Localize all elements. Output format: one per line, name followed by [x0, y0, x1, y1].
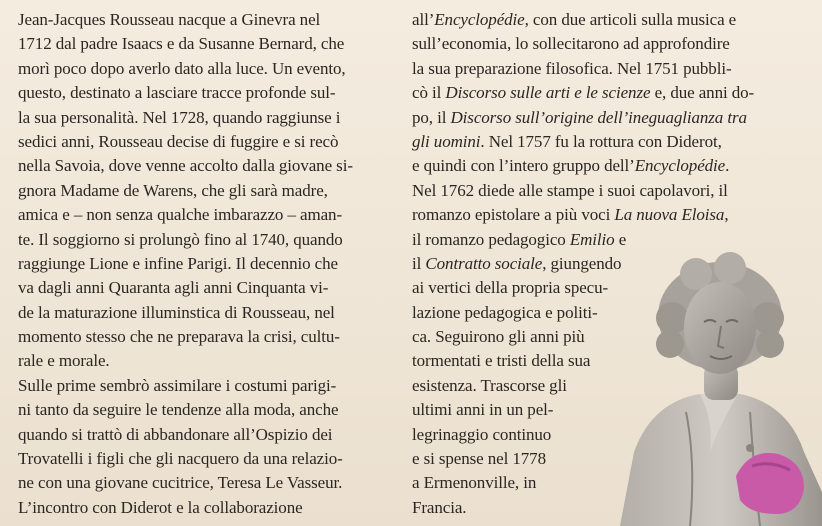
- text-line: Trovatelli i figli che gli nacquero da una relazio-: [18, 449, 343, 469]
- text-line: de la maturazione illuminstica di Rousseau, nel: [18, 302, 335, 322]
- work-title: Discorso sulle arti e le scienze: [445, 83, 651, 103]
- text-line: il romanzo pedagogico Emilio e: [412, 229, 627, 249]
- text-line: ca. Seguirono gli anni più: [412, 327, 585, 347]
- text-line: L’incontro con Diderot e la collaborazione: [18, 497, 303, 517]
- text-line: amica e – non senza qualche imbarazzo – aman-: [18, 205, 343, 225]
- text-line: cò il Discorso sulle arti e le scienze e, due anni do-: [412, 83, 755, 103]
- text-line: sedici anni, Rousseau decise di fuggire e si recò: [18, 131, 339, 151]
- text-line: la sua preparazione filosofica. Nel 1751 pubbli-: [412, 58, 732, 78]
- text-line: esistenza. Trascorse gli: [412, 375, 567, 395]
- work-title: Emilio: [569, 229, 615, 249]
- text-line: questo, destinato a lasciare tracce profonde sul-: [18, 83, 336, 103]
- text-line: all’Encyclopédie, con due articoli sulla musica e: [412, 10, 737, 29]
- text-line: gnora Madame de Warens, che gli sarà madre,: [18, 180, 328, 200]
- text-line: ultimi anni in un pel-: [412, 400, 554, 420]
- left-text-column: [18, 8, 404, 520]
- text-line: e si spense nel 1778: [412, 449, 546, 469]
- work-title: La nuova Eloisa: [614, 205, 725, 225]
- text-line: il Contratto sociale, giungendo: [412, 253, 622, 273]
- text-line: Sulle prime sembrò assimilare i costumi parigi-: [18, 375, 337, 395]
- text-line: te. Il soggiorno si prolungò fino al 1740, quando: [18, 229, 343, 249]
- text-line: lazione pedagogica e politi-: [412, 302, 598, 322]
- work-title: Contratto sociale: [425, 253, 543, 273]
- work-title: Discorso sull’origine dell’ineguaglianza tra: [450, 107, 747, 127]
- rousseau-statue-image: [600, 252, 822, 526]
- text-line: ai vertici della propria specu-: [412, 278, 609, 298]
- text-line: raggiunge Lione e infine Parigi. Il decennio che: [18, 253, 338, 273]
- text-line: nella Savoia, dove venne accolto dalla giovane si-: [18, 156, 353, 176]
- text-line: tormentati e tristi della sua: [412, 351, 591, 371]
- work-title: gli uomini: [412, 131, 481, 151]
- text-line: e quindi con l’intero gruppo dell’Encyclopédie.: [412, 156, 730, 176]
- work-title: Encyclopédie: [434, 10, 525, 29]
- text-line: Nel 1762 diede alle stampe i suoi capolavori, il: [412, 180, 728, 200]
- text-line: quando si trattò di abbandonare all’Ospizio dei: [18, 424, 333, 444]
- text-line: gli uomini. Nel 1757 fu la rottura con Diderot,: [412, 131, 722, 151]
- text-line: va dagli anni Quaranta agli anni Cinquanta vi-: [18, 278, 329, 298]
- text-line: momento stesso che ne preparava la crisi, cultu-: [18, 327, 340, 347]
- text-line: sull’economia, lo sollecitarono ad approfondire: [412, 34, 730, 54]
- text-line: Francia.: [412, 497, 467, 517]
- text-line: a Ermenonville, in: [412, 473, 537, 493]
- text-line: romanzo epistolare a più voci La nuova Eloisa,: [412, 205, 729, 225]
- text-line: legrinaggio continuo: [412, 424, 552, 444]
- text-line: ne con una giovane cucitrice, Teresa Le Vasseur.: [18, 473, 343, 493]
- text-line: rale e morale.: [18, 351, 110, 371]
- text-line: 1712 dal padre Isaacs e da Susanne Bernard, che: [18, 34, 345, 54]
- text-line: morì poco dopo averlo dato alla luce. Un evento,: [18, 58, 346, 78]
- text-line: la sua personalità. Nel 1728, quando raggiunse i: [18, 107, 341, 127]
- text-line: ni tanto da seguire le tendenze alla moda, anche: [18, 400, 339, 420]
- text-line: po, il Discorso sull’origine dell’ineguaglianza tra: [412, 107, 747, 127]
- work-title: Encyclopédie: [634, 156, 726, 176]
- text-line: Jean-Jacques Rousseau nacque a Ginevra nel: [18, 10, 321, 29]
